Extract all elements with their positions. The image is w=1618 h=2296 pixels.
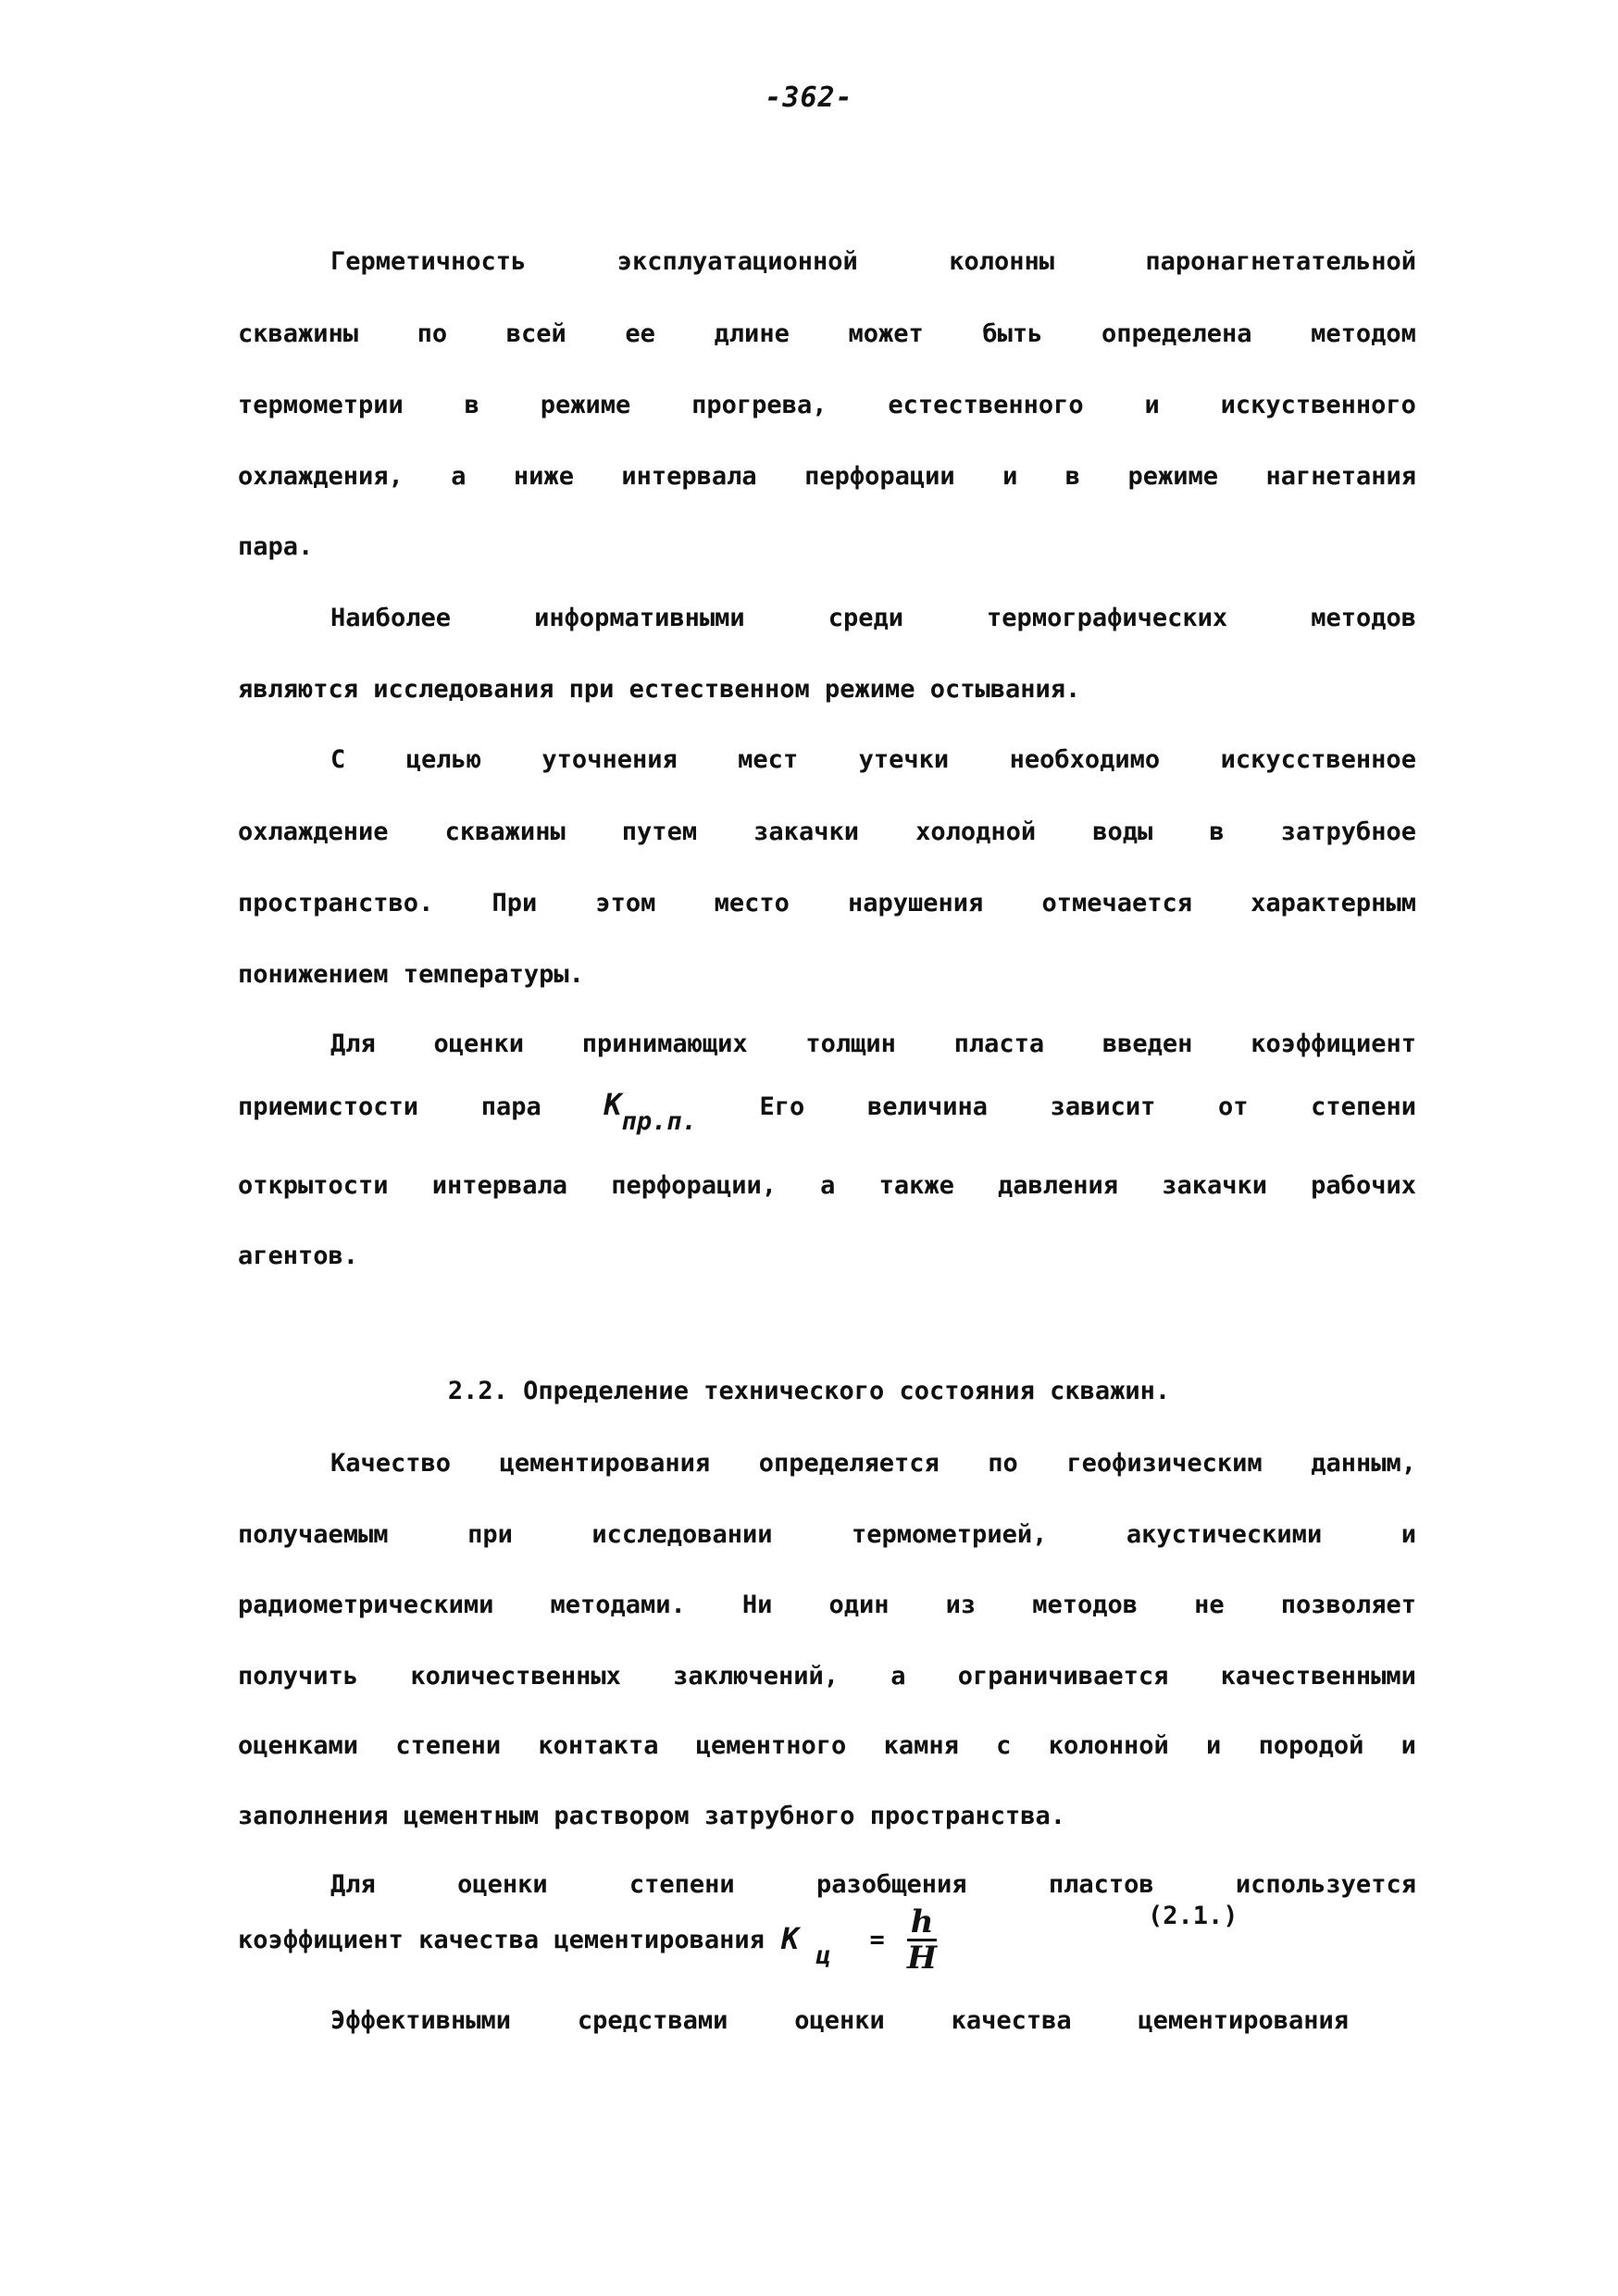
word: колонны: [949, 247, 1054, 276]
word: Его: [759, 1092, 805, 1121]
text-line: [238, 1240, 1416, 1273]
word: степени: [1311, 1092, 1416, 1121]
word: утечки: [858, 745, 950, 774]
word: искуственного: [1220, 391, 1416, 419]
word: в: [1064, 462, 1081, 491]
word: количественных: [410, 1662, 621, 1691]
word: акустическими: [1126, 1520, 1323, 1549]
text-line: [238, 1589, 1416, 1622]
fraction: [907, 1905, 954, 1975]
word: Эффективными: [330, 2006, 512, 2035]
text-line: [238, 530, 1416, 564]
word: введен: [1101, 1029, 1193, 1058]
word: пластов: [1048, 1870, 1154, 1899]
word: а: [451, 462, 467, 491]
text-line: [330, 245, 1416, 279]
k-symbol: К: [780, 1921, 800, 1956]
word: прогрева,: [691, 391, 828, 419]
text-line: [330, 743, 1416, 777]
word: пространство.: [238, 889, 434, 917]
word: скважины: [238, 319, 359, 348]
word: воды: [1092, 817, 1153, 846]
word: цементного: [695, 1731, 847, 1760]
word: место: [714, 889, 790, 917]
word: скважины: [444, 817, 566, 846]
equation-number: (2.1.): [1148, 1902, 1238, 1930]
word: методов: [1311, 604, 1416, 632]
word: радиометрическими: [238, 1591, 494, 1619]
word: затрубное: [1280, 817, 1416, 846]
word: принимающих: [581, 1029, 748, 1058]
word: эксплуатационной: [616, 247, 858, 276]
text-line: [238, 1660, 1416, 1693]
word: режиме: [540, 391, 631, 419]
text-line: [238, 460, 1416, 493]
word: средствами: [577, 2006, 728, 2035]
cementing-quality-formula: [781, 1905, 971, 1975]
word: оценки: [457, 1870, 548, 1899]
text-line: [238, 1800, 1416, 1833]
word: понижением температуры.: [238, 960, 584, 989]
word: величина: [866, 1092, 988, 1121]
word: закачки: [753, 817, 859, 846]
formula-k: [780, 1921, 848, 1970]
word: при: [467, 1520, 513, 1549]
k-symbol: К: [604, 1087, 622, 1122]
word: ограничивается: [957, 1662, 1169, 1691]
word: среди: [828, 604, 903, 632]
word: Для: [330, 1029, 376, 1058]
word: не: [1194, 1591, 1225, 1619]
word: оценками: [238, 1731, 359, 1760]
word: качества: [951, 2006, 1072, 2035]
word: нарушения: [847, 889, 984, 917]
word: степени: [395, 1731, 502, 1760]
word: искусственное: [1220, 745, 1416, 774]
equals-sign: =: [869, 1925, 885, 1954]
word: коэффициент: [1251, 1029, 1416, 1058]
word: оценки: [433, 1029, 525, 1058]
word: методом: [1311, 319, 1416, 348]
word: в: [1209, 817, 1225, 846]
word: охлаждение: [238, 817, 389, 846]
text-line: [238, 389, 1416, 422]
fraction-denominator: H: [907, 1940, 938, 1977]
word: термографических: [987, 604, 1228, 632]
word: термометрией,: [852, 1520, 1048, 1549]
word: и: [1206, 1731, 1222, 1760]
word: естественного: [888, 391, 1084, 419]
text-line: [238, 887, 1416, 920]
word: качественными: [1220, 1662, 1416, 1691]
text-line: [238, 816, 1416, 849]
word: С: [330, 745, 346, 774]
word: и: [1144, 391, 1160, 419]
word: методами.: [550, 1591, 686, 1619]
word: цементирования: [499, 1449, 711, 1478]
coefficient-k-pp: [604, 1087, 697, 1136]
word: определяется: [758, 1449, 940, 1478]
word: зависит: [1050, 1092, 1156, 1121]
word: закачки: [1162, 1171, 1268, 1200]
word: ниже: [513, 462, 574, 491]
text-line: [238, 1518, 1416, 1552]
word: и: [1400, 1520, 1416, 1549]
word: рабочих: [1311, 1171, 1416, 1200]
word: перфорации: [804, 462, 955, 491]
formula-line: [238, 1905, 1416, 1975]
section-heading: 2.2. Определение технического состояния скважин.: [447, 1377, 1171, 1405]
word: заполнения цементным раствором затрубного пространства.: [238, 1802, 1066, 1830]
word: агентов.: [238, 1242, 359, 1270]
text-line: [330, 2004, 1349, 2038]
text-line: [238, 1729, 1416, 1763]
word: и: [1002, 462, 1018, 491]
word: Герметичность: [330, 247, 527, 276]
word: Наиболее: [330, 604, 452, 632]
text-line: [238, 1169, 1416, 1203]
word: также: [878, 1171, 954, 1200]
word: от: [1218, 1092, 1249, 1121]
word: открытости: [238, 1171, 389, 1200]
word: всей: [505, 319, 566, 348]
word: режиме: [1127, 462, 1219, 491]
word: пара: [480, 1092, 541, 1121]
word: получить: [238, 1662, 359, 1691]
word: интервала: [431, 1171, 568, 1200]
word: длине: [714, 319, 790, 348]
fraction-numerator: h: [907, 1905, 938, 1941]
word: а: [890, 1662, 906, 1691]
word: позволяет: [1280, 1591, 1416, 1619]
word: по: [417, 319, 448, 348]
word: цементирования: [1138, 2006, 1349, 2035]
word: заключений,: [673, 1662, 839, 1691]
text-line: [330, 602, 1416, 635]
word: колонной: [1048, 1731, 1169, 1760]
word: в: [464, 391, 479, 419]
word: из: [945, 1591, 977, 1619]
word: нагнетания: [1265, 462, 1416, 491]
word: по: [988, 1449, 1018, 1478]
word: При: [492, 889, 538, 917]
k-subscript: пр.п.: [621, 1107, 697, 1136]
word: контакта: [538, 1731, 659, 1760]
word: толщин: [805, 1029, 896, 1058]
word: являются исследования при естественном режиме остывания.: [238, 675, 1081, 704]
word: данным,: [1311, 1449, 1416, 1478]
word: охлаждения,: [238, 462, 404, 491]
text-line-with-coefficient: [238, 1087, 1416, 1136]
text-line: [238, 318, 1416, 351]
word: отмечается: [1041, 889, 1192, 917]
word: может: [848, 319, 924, 348]
word: уточнения: [541, 745, 678, 774]
word: давления: [998, 1171, 1119, 1200]
word: методов: [1032, 1591, 1138, 1619]
word: информативными: [534, 604, 745, 632]
word: ее: [625, 319, 655, 348]
k-subscript: ц: [815, 1941, 831, 1970]
word: пара.: [238, 532, 314, 561]
word: определена: [1101, 319, 1252, 348]
word: один: [828, 1591, 890, 1619]
word: необходимо: [1009, 745, 1161, 774]
word: Ни: [741, 1591, 773, 1619]
text-line: [238, 673, 1416, 706]
word: геофизическим: [1066, 1449, 1263, 1478]
text-line: [330, 1028, 1416, 1061]
word: термометрии: [238, 391, 404, 419]
page-number: -362-: [765, 81, 853, 114]
word: разобщения: [815, 1870, 967, 1899]
formula-intro-text: коэффициент качества цементирования: [238, 1925, 765, 1954]
word: используется: [1235, 1870, 1416, 1899]
word: с: [996, 1731, 1012, 1760]
word: Для: [330, 1870, 376, 1899]
word: Качество: [330, 1449, 452, 1478]
word: мест: [738, 745, 799, 774]
word: перфорации,: [611, 1171, 777, 1200]
word: и: [1400, 1731, 1416, 1760]
word: а: [820, 1171, 836, 1200]
word: этом: [595, 889, 656, 917]
word: степени: [629, 1870, 735, 1899]
text-line: [330, 1447, 1416, 1480]
text-line: [330, 1868, 1416, 1902]
word: приемистости: [238, 1092, 419, 1121]
word: паронагнетательной: [1145, 247, 1416, 276]
word: пласта: [953, 1029, 1045, 1058]
word: камня: [883, 1731, 959, 1760]
text-line: [238, 958, 1416, 992]
word: оценки: [794, 2006, 885, 2035]
word: холодной: [915, 817, 1037, 846]
word: получаемым: [238, 1520, 389, 1549]
word: исследовании: [591, 1520, 773, 1549]
word: путем: [621, 817, 698, 846]
word: целью: [405, 745, 481, 774]
word: породой: [1258, 1731, 1364, 1760]
word: интервала: [621, 462, 757, 491]
word: быть: [982, 319, 1043, 348]
word: характерным: [1251, 889, 1416, 917]
